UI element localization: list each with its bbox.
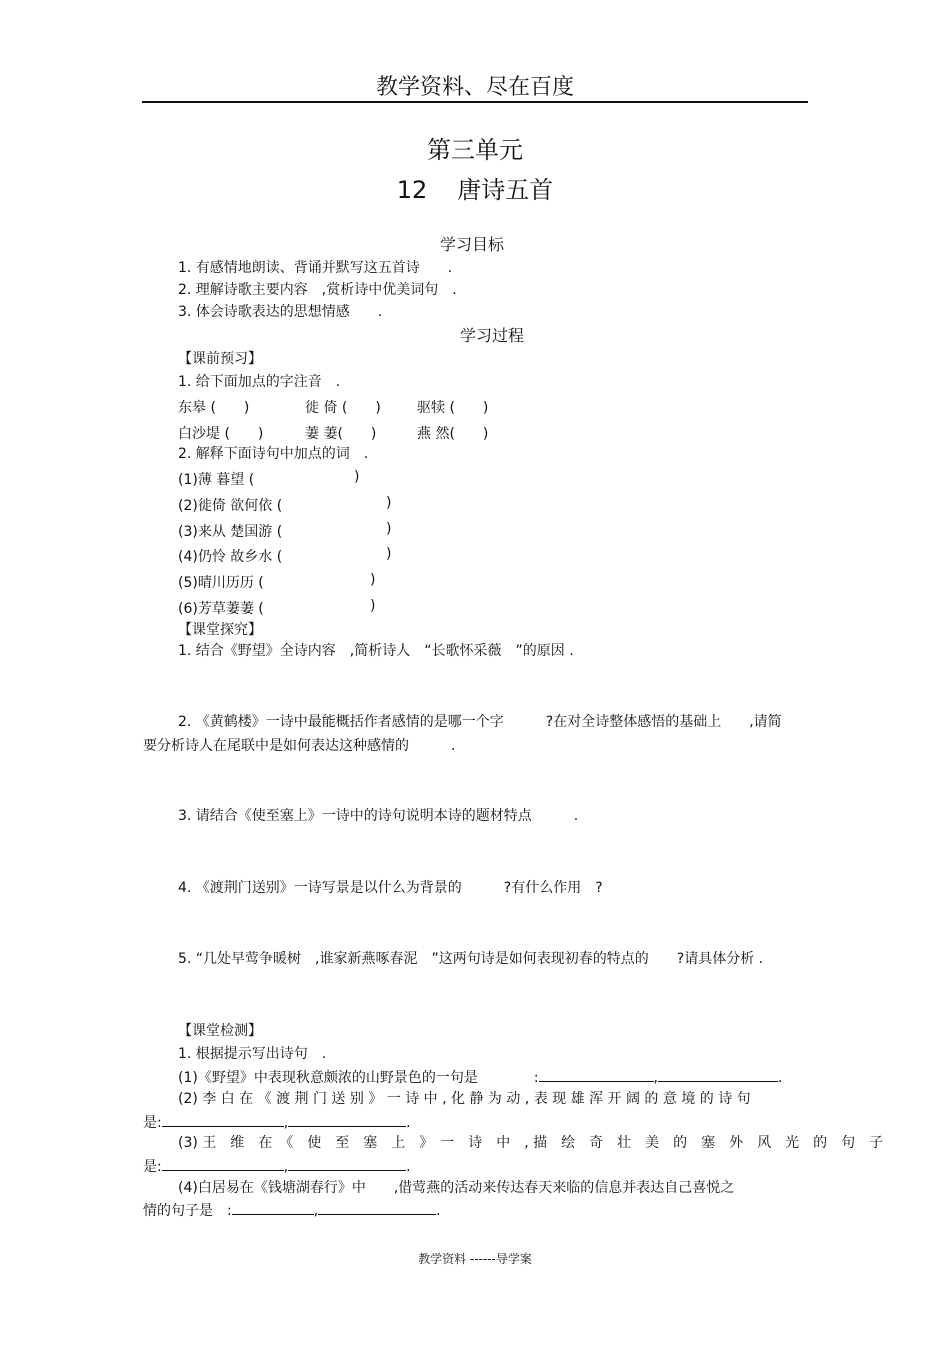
- explore-question-5: 5. “几处早莺争暖树 ,谁家新燕啄春泥 ”这两句诗是如何表现初春的特点的 ?请具体分析 .: [178, 951, 764, 967]
- pinyin-item: 萋 萋( ): [305, 426, 377, 442]
- shi-label: 是:: [143, 1159, 162, 1175]
- pinyin-item: 燕 然( ): [417, 426, 489, 442]
- explore-label: 【课堂探究】: [178, 622, 262, 638]
- word-item: (6)芳草萋萋 (: [178, 601, 264, 617]
- objective-item: 2. 理解诗歌主要内容 ,赏析诗中优美词句 .: [178, 282, 457, 298]
- word-item: (1)薄 暮望 (: [178, 472, 255, 488]
- explore-question-2-cont: 要分析诗人在尾联中是如何表达这种感情的 .: [143, 738, 456, 754]
- objective-item: 1. 有感情地朗读、背诵并默写这五首诗 .: [178, 260, 453, 276]
- period: .: [436, 1203, 441, 1219]
- answer-blank[interactable]: [288, 1112, 406, 1127]
- pinyin-item: 驱犊 ( ): [417, 400, 489, 416]
- unit-title: 第三单元: [427, 136, 523, 164]
- test-sub-2-answer: [143, 1112, 411, 1132]
- objective-item: 3. 体会诗歌表达的思想情感 .: [178, 304, 383, 320]
- close-paren: ): [370, 598, 376, 614]
- comma: ,: [313, 1203, 319, 1219]
- test-sub-4: (4)白居易在《钱塘湖春行》中 ,借莺燕的活动来传达春天来临的信息并表达自己喜悦之: [178, 1180, 735, 1196]
- period: .: [406, 1115, 411, 1131]
- test-sub-2: (2) 李 白 在 《 渡 荆 门 送 别 》 一 诗 中 , 化 静 为 动 , 表 现 雄 浑 开 阔 的 意 境 的 诗 句: [178, 1091, 751, 1107]
- pinyin-item: 白沙堤 ( ): [178, 426, 264, 442]
- test-label: 【课堂检测】: [178, 1023, 262, 1039]
- shi-label: 是:: [143, 1115, 162, 1131]
- test-sub-1-text: (1)《野望》中表现秋意颇浓的山野景色的一句是 :: [178, 1070, 539, 1086]
- answer-blank[interactable]: [232, 1200, 314, 1215]
- period: .: [778, 1070, 783, 1086]
- close-paren: ): [386, 521, 392, 537]
- word-item: (3)来从 楚国游 (: [178, 524, 283, 540]
- word-item: (2)徙倚 欲何依 (: [178, 498, 283, 514]
- explore-question-2: 2. 《黄鹤楼》一诗中最能概括作者感情的是哪一个字 ?在对全诗整体感悟的基础上 ,请简: [178, 714, 782, 730]
- process-heading: 学习过程: [459, 326, 524, 345]
- preview-question-2: 2. 解释下面诗句中加点的词 .: [178, 446, 369, 462]
- period: .: [406, 1159, 411, 1175]
- test-sub-1: [178, 1067, 782, 1087]
- answer-blank[interactable]: [318, 1200, 436, 1215]
- explore-question-3: 3. 请结合《使至塞上》一诗中的诗句说明本诗的题材特点 .: [178, 808, 579, 824]
- word-item: (5)晴川历历 (: [178, 575, 264, 591]
- comma: ,: [653, 1070, 658, 1086]
- preview-label: 【课前预习】: [178, 351, 262, 367]
- objectives-heading: 学习目标: [439, 235, 504, 254]
- test-sub-3: (3) 王 维 在 《 使 至 塞 上 》 一 诗 中 , 描 绘 奇 壮 美 的 塞 外 风 光 的 句 子: [178, 1135, 884, 1151]
- word-item: (4)仍怜 故乡水 (: [178, 549, 283, 565]
- close-paren: ): [386, 546, 392, 562]
- test-sub-4-text: 情的句子是 :: [143, 1203, 232, 1219]
- test-sub-4-answer: [143, 1200, 441, 1220]
- lesson-number: 12: [396, 176, 428, 204]
- pinyin-item: 徙 倚 ( ): [305, 400, 381, 416]
- header-rule: [142, 101, 808, 103]
- close-paren: ): [354, 469, 360, 485]
- answer-blank[interactable]: [539, 1067, 654, 1082]
- answer-blank[interactable]: [162, 1112, 284, 1127]
- lesson-title: [0, 170, 950, 205]
- close-paren: ): [370, 572, 376, 588]
- preview-question-1: 1. 给下面加点的字注音 .: [178, 374, 341, 390]
- answer-blank[interactable]: [162, 1156, 284, 1171]
- test-sub-3-answer: [143, 1156, 411, 1176]
- explore-question-4: 4. 《渡荆门送别》一诗写景是以什么为背景的 ?有什么作用 ?: [178, 880, 603, 896]
- comma: ,: [283, 1115, 289, 1131]
- answer-blank[interactable]: [658, 1067, 778, 1082]
- test-question-1: 1. 根据提示写出诗句 .: [178, 1046, 327, 1062]
- lesson-name: 唐诗五首: [457, 176, 554, 204]
- pinyin-item: 东皋 ( ): [178, 400, 250, 416]
- comma: ,: [283, 1159, 289, 1175]
- answer-blank[interactable]: [288, 1156, 406, 1171]
- page-header: 教学资料、尽在百度: [375, 75, 574, 100]
- page-footer: 教学资料 ------导学案: [418, 1252, 532, 1266]
- close-paren: ): [386, 495, 392, 511]
- explore-question-1: 1. 结合《野望》全诗内容 ,简析诗人 “长歌怀采薇 ”的原因 .: [178, 643, 574, 659]
